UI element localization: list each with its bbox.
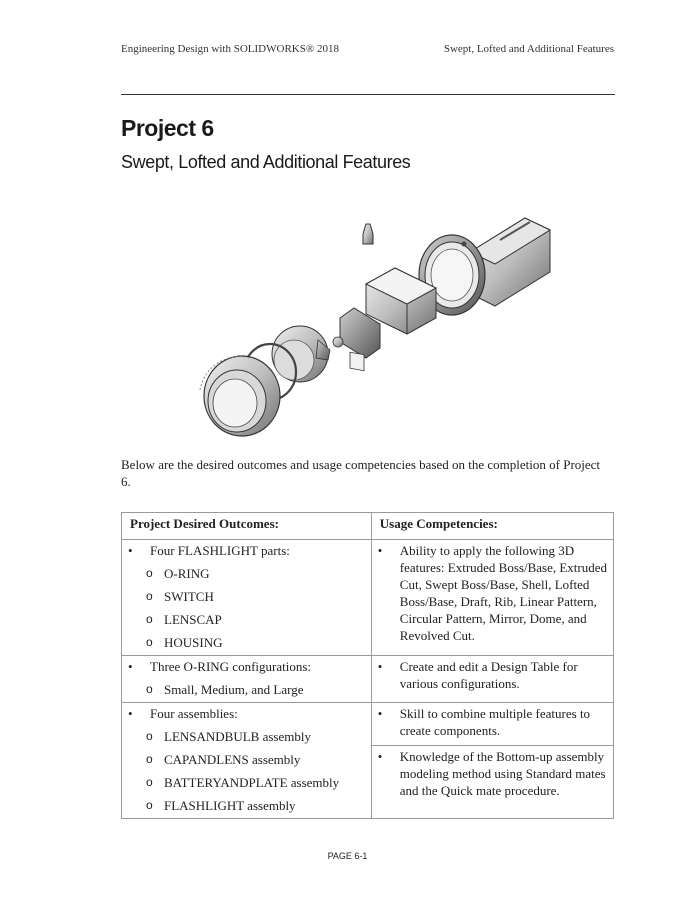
- table-row: [122, 703, 614, 819]
- bullet-icon: •: [128, 543, 133, 558]
- running-header-book-title: Engineering Design with SOLIDWORKS® 2018: [121, 43, 339, 55]
- sub-bullet-icon: o: [146, 775, 153, 789]
- lens-part: [272, 326, 330, 382]
- outcome-sub-item: CAPANDLENS assembly: [164, 752, 301, 767]
- sub-bullet-icon: o: [146, 612, 153, 626]
- outcome-text: Four assemblies:: [150, 706, 238, 721]
- flashlight-exploded-assembly-icon: [190, 200, 570, 440]
- outcome-text: Four FLASHLIGHT parts:: [150, 543, 290, 558]
- sub-bullet-icon: o: [146, 752, 153, 766]
- outcomes-competencies-table: [121, 512, 614, 819]
- table-row: [122, 540, 614, 656]
- project-title: Project 6: [121, 115, 214, 141]
- outcome-cell: [122, 703, 372, 819]
- competency-cell: [371, 540, 613, 656]
- outcome-sub-item: BATTERYANDPLATE assembly: [164, 775, 340, 790]
- project-subtitle: Swept, Lofted and Additional Features: [121, 152, 411, 172]
- competency-text: Skill to combine multiple features to create components.: [399, 706, 591, 738]
- competency-cell: [371, 703, 613, 819]
- table-row: [122, 656, 614, 703]
- competency-text: Create and edit a Design Table for various configurations.: [399, 659, 578, 691]
- bullet-icon: •: [377, 749, 383, 764]
- outcome-cell: [122, 540, 372, 656]
- bullet-icon: •: [377, 659, 383, 674]
- sub-bullet-icon: o: [146, 589, 153, 603]
- outcome-sub-item: LENSANDBULB assembly: [164, 729, 311, 744]
- outcome-sub-item: SWITCH: [164, 589, 214, 604]
- header-desired-outcomes: Project Desired Outcomes:: [122, 513, 372, 540]
- competency-cell: [371, 656, 613, 703]
- housing-part: [419, 218, 550, 315]
- sub-bullet-icon: o: [146, 729, 153, 743]
- table-header-row: [122, 513, 614, 540]
- bullet-icon: •: [377, 706, 383, 721]
- page-number: PAGE 6-1: [327, 851, 368, 861]
- sub-bullet-icon: o: [146, 635, 153, 649]
- outcome-sub-item: Small, Medium, and Large: [164, 682, 304, 697]
- outcome-cell: [122, 656, 372, 703]
- header-rule: [121, 94, 615, 95]
- running-header-chapter-title: Swept, Lofted and Additional Features: [443, 43, 614, 55]
- competency-text: Ability to apply the following 3D features: Extruded Boss/Base, Extruded Cut, Swept Boss/Base, Shell, Lofted Boss/Base, Draft, Rib, Linear Pattern, Circular Pattern, Mirror, Dome, and Revolved Cut.: [399, 543, 608, 643]
- competency-text: Knowledge of the Bottom-up assembly modeling method using Standard mates and the Quick mate procedure.: [399, 749, 606, 798]
- sub-bullet-icon: o: [146, 798, 153, 812]
- intro-paragraph: Below are the desired outcomes and usage competencies based on the completion of Project 6.: [121, 457, 601, 489]
- cell-divider: [372, 745, 613, 746]
- header-usage-competencies: Usage Competencies:: [371, 513, 613, 540]
- sub-bullet-icon: o: [146, 566, 153, 580]
- outcome-sub-item: O-RING: [164, 566, 210, 581]
- outcome-sub-item: HOUSING: [164, 635, 223, 650]
- bullet-icon: •: [128, 659, 133, 674]
- outcome-text: Three O-RING configurations:: [150, 659, 312, 674]
- bulb-part: [363, 224, 373, 244]
- bullet-icon: •: [128, 706, 133, 721]
- bullet-icon: •: [377, 543, 383, 558]
- outcome-sub-item: LENSCAP: [164, 612, 222, 627]
- outcome-sub-item: FLASHLIGHT assembly: [164, 798, 296, 813]
- lenscap-part: [200, 356, 280, 436]
- sub-bullet-icon: o: [146, 682, 153, 696]
